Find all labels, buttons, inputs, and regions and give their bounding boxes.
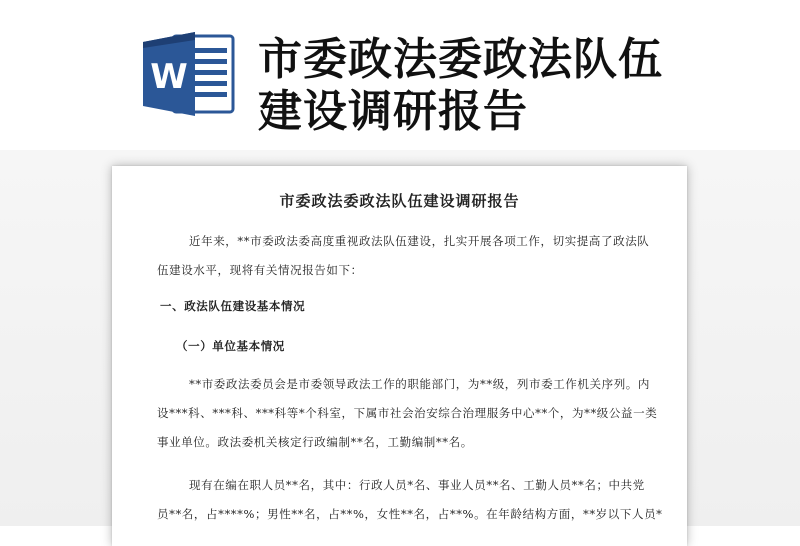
paragraph-line: 员**名，占****%；男性**名，占**%，女性**名，占**%。在年龄结构方面，**岁以下人员* xyxy=(157,507,663,521)
header-title-line-1: 市委政法委政法队伍 xyxy=(258,34,663,85)
word-icon-letter: W xyxy=(150,57,188,97)
paragraph-line: 伍建设水平，现将有关情况报告如下： xyxy=(157,263,363,277)
unit-info-paragraph xyxy=(157,370,658,457)
paragraph-line: 事业单位。政法委机关核定行政编制**名，工勤编制**名。 xyxy=(157,435,473,449)
paragraph-line: 现有在编在职人员**名，其中：行政人员*名、事业人员**名、工勤人员**名；中共党 xyxy=(189,478,645,492)
section-heading-2: （一）单位基本情况 xyxy=(176,339,285,353)
header-banner xyxy=(0,0,800,150)
header-title xyxy=(258,34,778,138)
paragraph-line: 设***科、***科、***科等*个科室，下属市社会治安综合治理服务中心**个，为**级公益一类 xyxy=(157,406,658,420)
section-heading-1: 一、政法队伍建设基本情况 xyxy=(160,299,306,313)
paragraph-line: **市委政法委员会是市委领导政法工作的职能部门，为**级，列市委工作机关序列。内 xyxy=(189,377,650,391)
header-title-line-2: 建设调研报告 xyxy=(258,86,528,137)
document-page xyxy=(112,166,687,546)
word-icon xyxy=(143,32,235,116)
document-title: 市委政法委政法队伍建设调研报告 xyxy=(279,192,520,210)
staff-paragraph xyxy=(157,471,663,529)
intro-paragraph xyxy=(157,227,650,285)
paragraph-line: 近年来，**市委政法委高度重视政法队伍建设，扎实开展各项工作，切实提高了政法队 xyxy=(189,234,650,248)
